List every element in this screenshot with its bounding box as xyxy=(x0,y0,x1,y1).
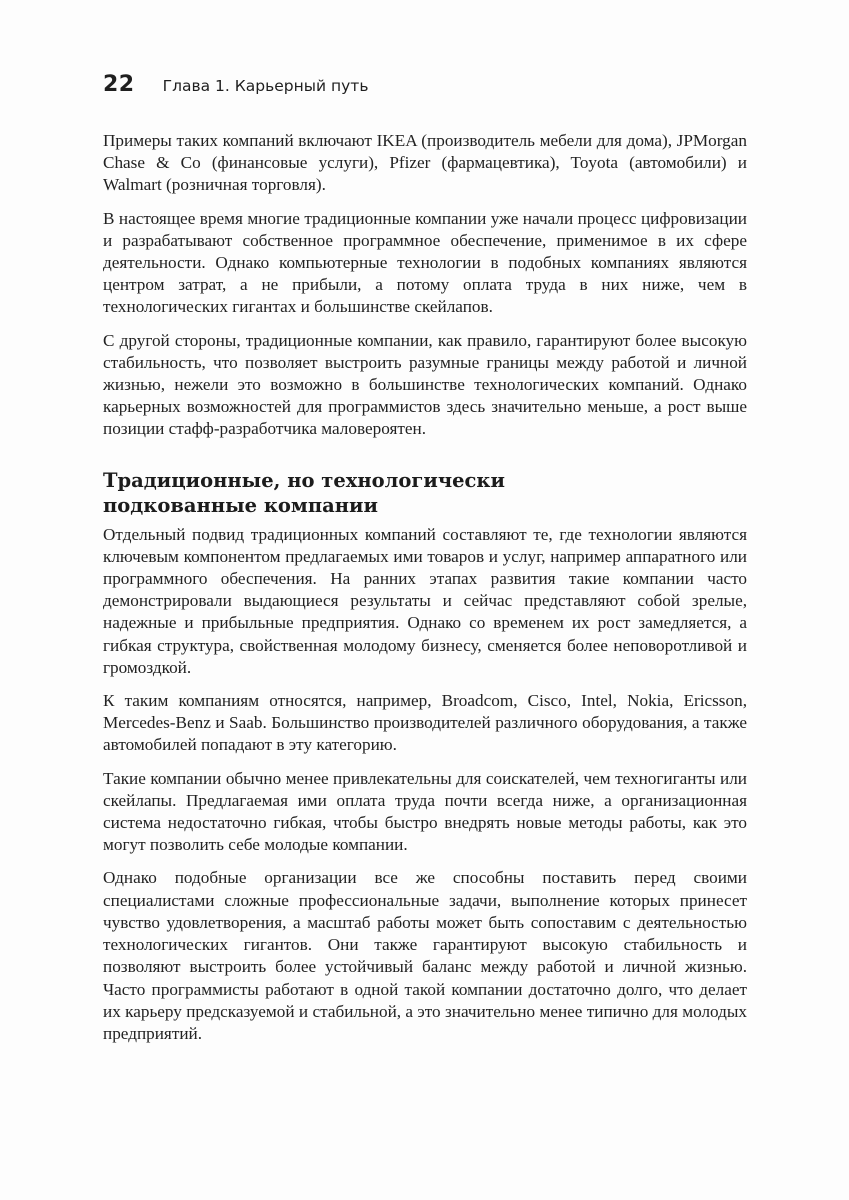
section-heading: Традиционные, но технологически подкованные компании xyxy=(103,468,505,517)
running-head xyxy=(103,72,368,97)
chapter-title: Глава 1. Карьерный путь xyxy=(162,77,369,95)
paragraph: С другой стороны, традиционные компании, как правило, гарантируют более высокую стабильность, что позволяет выстроить разумные границы между работой и личной жизнью, нежели это возможно в большинстве технологических компаний. Однако карьерных возможностей для программистов здесь значительно меньше, а рост выше позиции стафф-разработчика маловероятен. xyxy=(103,330,747,439)
paragraph: Примеры таких компаний включают IKEA (производитель мебели для дома), JPMorgan Chase & Co (финансовые услуги), Pfizer (фармацевтика), Toyota (автомобили) и Walmart (розничная торговля). xyxy=(103,131,747,195)
paragraph: К таким компаниям относятся, например, Broadcom, Cisco, Intel, Nokia, Ericsson, Mercedes-Benz и Saab. Большинство производителей различного оборудования, а также автомобилей попадают в эту категорию. xyxy=(103,691,747,755)
paragraph: Отдельный подвид традиционных компаний составляют те, где технологии являются ключевым компонентом предлагаемых ими товаров и услуг, например аппаратного или программного обеспечения. На ранних этапах развития такие компании часто демонстрировали выдающиеся результаты и сейчас представляют собой зрелые, надежные и прибыльные предприятия. Однако со временем их рост замедляется, а гибкая структура, свойственная молодому бизнесу, сменяется более неповоротливой и громоздкой. xyxy=(103,524,747,677)
body-text xyxy=(103,130,747,1056)
paragraph: Такие компании обычно менее привлекательны для соискателей, чем техногиганты или скейлапы. Предлагаемая ими оплата труда почти всегда ниже, а организационная система недостаточно гибкая, чтобы быстро внедрять новые методы работы, как это могут позволить себе молодые компании. xyxy=(103,768,747,855)
paragraph: В настоящее время многие традиционные компании уже начали процесс цифровизации и разрабатывают собственное программное обеспечение, применимое в их сфере деятельности. Однако компьютерные технологии в подобных компаниях являются центром затрат, а не прибыли, а потому оплата труда в них ниже, чем в технологических гигантах и большинстве скейлапов. xyxy=(103,208,747,317)
paragraph: Однако подобные организации все же способны поставить перед своими специалистами сложные профессиональные задачи, выполнение которых принесет чувство удовлетворения, а масштаб работы может быть сопоставим с деятельностью технологических гигантов. Они также гарантируют высокую стабильность и позволяют выстроить более устойчивый баланс между работой и личной жизнью. Часто программисты работают в одной такой компании достаточно долго, что делает их карьеру предсказуемой и стабильной, а это значительно менее типично для молодых предприятий. xyxy=(103,868,747,1043)
page-number: 22 xyxy=(103,72,135,97)
